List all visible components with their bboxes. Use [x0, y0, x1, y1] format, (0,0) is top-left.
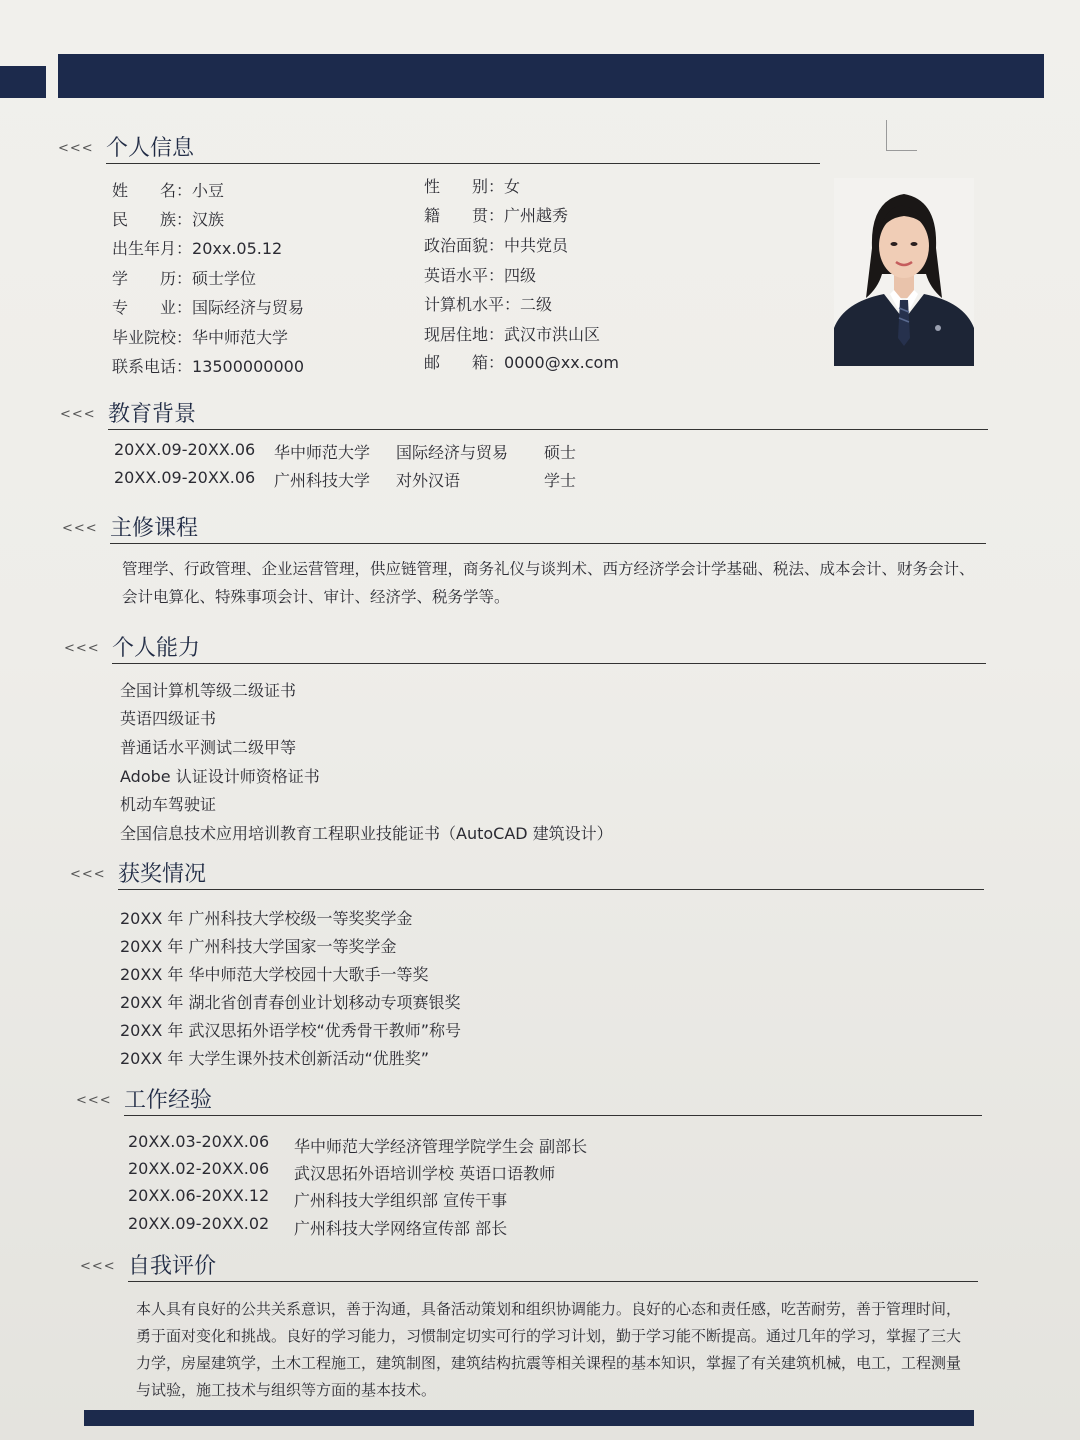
section-header-awards: [70, 858, 986, 888]
header-bar-left: [0, 66, 46, 98]
info-phone: 联系电话：13500000000: [112, 357, 304, 376]
work-desc: 华中师范大学经济管理学院学生会 副部长: [294, 1137, 588, 1156]
section-header-skills: [64, 632, 988, 662]
arrow-marker-icon: <<<: [80, 1259, 116, 1274]
section-title: 工作经验: [124, 1088, 213, 1113]
education-period: 20XX.09-20XX.06: [114, 440, 256, 459]
self-eval-text: 本人具有良好的公共关系意识，善于沟通，具备活动策划和组织协调能力。良好的心态和责任感，吃苦耐劳，善于管理时间，勇于面对变化和挑战。良好的学习能力，习惯制定切实可行的学习计划，勤于学习能不断提高。通过几年的学习，掌握了三大力学，房屋建筑学，土木工程施工，建筑制图，建筑结构抗震等相关课程的基本知识，掌握了有关建筑机械，电工，工程测量与试验，施工技术与组织等方面的基本技术。: [136, 1300, 962, 1399]
work-period: 20XX.02-20XX.06: [128, 1159, 270, 1178]
courses-text: 管理学、行政管理、企业运营管理，供应链管理，商务礼仪与谈判术、西方经济学会计学基础、税法、成本会计、财务会计、会计电算化、特殊事项会计、审计、经济学、税务学等。: [122, 560, 975, 606]
section-title: 自我评价: [128, 1254, 217, 1279]
info-address: 现居住地：武汉市洪山区: [424, 325, 601, 344]
work-period: 20XX.09-20XX.02: [128, 1214, 270, 1233]
info-gender: 性 别：女: [424, 177, 521, 196]
arrow-marker-icon: <<<: [58, 141, 94, 156]
award-item: 20XX 年 华中师范大学校园十大歌手一等奖: [120, 965, 429, 984]
info-email: 邮 箱：0000@xx.com: [424, 353, 619, 372]
info-birth: 出生年月：20xx.05.12: [112, 239, 283, 258]
skill-item: 英语四级证书: [120, 709, 217, 728]
work-desc: 广州科技大学网络宣传部 部长: [294, 1219, 508, 1238]
section-title: 个人能力: [112, 636, 201, 661]
info-english: 英语水平：四级: [424, 266, 537, 285]
award-item: 20XX 年 湖北省创青春创业计划移动专项赛银奖: [120, 993, 461, 1012]
info-name: 姓 名：小豆: [112, 181, 225, 200]
work-desc: 广州科技大学组织部 宣传干事: [294, 1191, 508, 1210]
work-period: 20XX.06-20XX.12: [128, 1186, 270, 1205]
arrow-marker-icon: <<<: [76, 1093, 112, 1108]
skill-item: 机动车驾驶证: [120, 795, 217, 814]
info-hometown: 籍 贯：广州越秀: [424, 206, 569, 225]
section-title: 获奖情况: [118, 862, 207, 887]
arrow-marker-icon: <<<: [60, 407, 96, 422]
education-major: 对外汉语: [396, 471, 461, 490]
section-title: 教育背景: [108, 402, 197, 427]
arrow-marker-icon: <<<: [64, 641, 100, 656]
award-item: 20XX 年 大学生课外技术创新活动“优胜奖”: [120, 1049, 430, 1068]
award-item: 20XX 年 广州科技大学国家一等奖学金: [120, 937, 397, 956]
profile-photo: [834, 178, 974, 366]
section-rule: [128, 1281, 978, 1282]
section-header-education: [60, 398, 990, 428]
section-title: 主修课程: [110, 516, 199, 541]
info-politics: 政治面貌：中共党员: [424, 236, 569, 255]
section-header-personal: [58, 132, 820, 162]
section-title: 个人信息: [106, 136, 195, 161]
arrow-marker-icon: <<<: [70, 867, 106, 882]
award-item: 20XX 年 武汉思拓外语学校“优秀骨干教师”称号: [120, 1021, 462, 1040]
margin-corner-mark: [886, 120, 917, 151]
award-item: 20XX 年 广州科技大学校级一等奖奖学金: [120, 909, 413, 928]
arrow-marker-icon: <<<: [62, 521, 98, 536]
section-rule: [106, 163, 820, 164]
info-ethnicity: 民 族：汉族: [112, 210, 225, 229]
section-rule: [108, 429, 988, 430]
education-major: 国际经济与贸易: [396, 443, 509, 462]
header-bar: [58, 54, 1044, 98]
skill-item: 普通话水平测试二级甲等: [120, 738, 297, 757]
section-rule: [124, 1115, 982, 1116]
section-rule: [118, 889, 984, 890]
section-rule: [112, 663, 986, 664]
section-header-courses: [62, 512, 988, 542]
work-period: 20XX.03-20XX.06: [128, 1132, 270, 1151]
skill-item: Adobe 认证设计师资格证书: [120, 767, 320, 786]
portrait-icon: [834, 178, 974, 366]
info-computer: 计算机水平：二级: [424, 295, 553, 314]
info-degree: 学 历：硕士学位: [112, 269, 257, 288]
footer-bar: [84, 1410, 974, 1426]
section-rule: [110, 543, 986, 544]
education-period: 20XX.09-20XX.06: [114, 468, 256, 487]
skill-item: 全国计算机等级二级证书: [120, 681, 297, 700]
education-degree: 硕士: [544, 443, 577, 462]
education-school: 华中师范大学: [274, 443, 371, 462]
info-major: 专 业：国际经济与贸易: [112, 298, 305, 317]
work-desc: 武汉思拓外语培训学校 英语口语教师: [294, 1164, 556, 1183]
education-school: 广州科技大学: [274, 471, 371, 490]
section-header-work: [76, 1084, 984, 1114]
skill-item: 全国信息技术应用培训教育工程职业技能证书（AutoCAD 建筑设计）: [120, 824, 613, 843]
education-degree: 学士: [544, 471, 577, 490]
info-school: 毕业院校：华中师范大学: [112, 328, 289, 347]
section-header-self-eval: [80, 1250, 980, 1280]
